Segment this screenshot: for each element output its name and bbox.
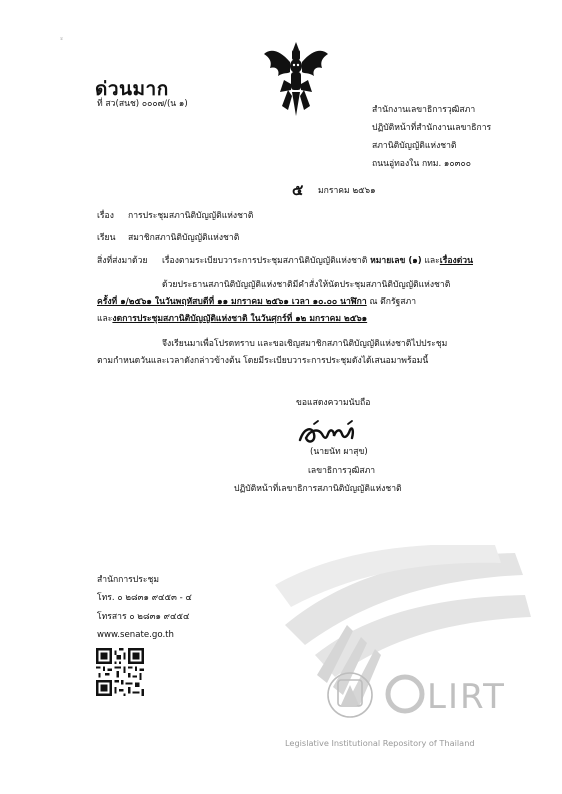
attachment-item-number: หมายเลข (๑) [370, 256, 422, 266]
lirt-subtitle: Legislative Institutional Repository of Thailand [285, 738, 475, 748]
date-month-year: มกราคม ๒๕๖๑ [318, 186, 376, 196]
sender-address-line: สำนักงานเลขาธิการวุฒิสภา [372, 105, 476, 115]
body-paragraph-1-line-1: ด้วยประธานสภานิติบัญญัติแห่งชาติมีคำสั่งให้นัดประชุมสภานิติบัญญัติแห่งชาติ [162, 280, 451, 290]
closing-regards: ขอแสดงความนับถือ [296, 398, 371, 408]
body-paragraph-2-line-2: ตามกำหนดวันและเวลาดังกล่าวข้างต้น โดยมีระเบียบวาระการประชุมดังได้เสนอมาพร้อมนี้ [97, 356, 429, 366]
attachment-urgent-matter: เรื่องด่วน [439, 256, 473, 266]
recipient-label: เรียน [97, 233, 116, 243]
attachment-label: สิ่งที่ส่งมาด้วย [97, 256, 148, 266]
cancellation-prefix: และ [97, 314, 113, 324]
lirt-wordmark: LIRT [427, 677, 506, 717]
body-paragraph-1-line-3 [97, 313, 367, 326]
attachment-text: เรื่องตามระเบียบวาระการประชุมสภานิติบัญญัติแห่งชาติ [162, 256, 368, 266]
garuda-emblem-icon [262, 40, 330, 118]
date-day: ๕ [292, 181, 304, 199]
meeting-cancellation: งดการประชุมสภานิติบัญญัติแห่งชาติ ในวันศุกร์ที่ ๑๒ มกราคม ๒๕๖๑ [112, 314, 368, 324]
footer-website: www.senate.go.th [97, 630, 175, 640]
footer-fax: โทรสาร ๐ ๒๘๓๑ ๙๔๕๔ [97, 612, 190, 622]
signatory-name: (นายนัท ผาสุข) [310, 447, 368, 457]
recipient-text: สมาชิกสภานิติบัญญัติแห่งชาติ [128, 233, 240, 243]
sender-address-line: สภานิติบัญญัติแห่งชาติ [372, 141, 457, 151]
qr-code-icon [96, 648, 144, 696]
signature-icon [296, 418, 358, 448]
meeting-venue: ณ ตึกรัฐสภา [369, 297, 417, 307]
attachment-line [162, 255, 473, 268]
meeting-date-time: ครั้งที่ ๑/๒๕๖๑ ในวันพฤหัสบดีที่ ๑๑ มกราคม ๒๕๖๑ เวลา ๑๐.๐๐ นาฬิกา [97, 297, 367, 307]
signatory-acting-title: ปฏิบัติหน้าที่เลขาธิการสภานิติบัญญัติแห่งชาติ [234, 484, 402, 494]
body-paragraph-1-line-2 [97, 296, 416, 309]
signatory-title: เลขาธิการวุฒิสภา [308, 466, 376, 476]
footer-telephone: โทร. ๐ ๒๘๓๑ ๙๔๕๓ - ๔ [97, 593, 192, 603]
corner-mark: ะ [60, 35, 64, 42]
body-paragraph-2-line-1: จึงเรียนมาเพื่อโปรดทราบ และขอเชิญสมาชิกสภานิติบัญญัติแห่งชาติไปประชุม [162, 339, 448, 349]
sender-address-line: ปฏิบัติหน้าที่สำนักงานเลขาธิการ [372, 123, 492, 133]
urgency-heading: ด่วนมาก [95, 78, 169, 100]
footer-office: สำนักการประชุม [97, 575, 159, 585]
attachment-connector: และ [424, 256, 440, 266]
subject-label: เรื่อง [97, 211, 114, 221]
document-number: ที่ สว(สนช) ๐๐๐๗/(น ๑) [97, 99, 188, 109]
subject-text: การประชุมสภานิติบัญญัติแห่งชาติ [128, 211, 254, 221]
lirt-watermark-logo [275, 545, 545, 755]
sender-address-line: ถนนอู่ทองใน กทม. ๑๐๓๐๐ [372, 159, 472, 169]
